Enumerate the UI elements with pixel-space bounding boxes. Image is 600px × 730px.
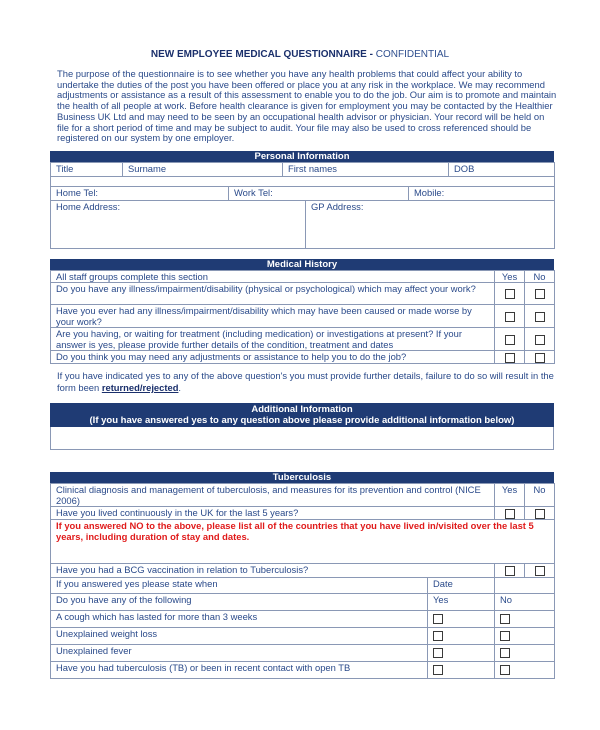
additional-information-section [50,403,554,450]
first-names-field[interactable] [283,163,449,177]
medical-question: Have you ever had any illness/impairment/disability which may have been caused or made worse by your work? [51,305,495,328]
title-main: NEW EMPLOYEE MEDICAL QUESTIONNAIRE - [150,49,376,60]
additional-header-title: Additional Information [251,404,353,415]
personal-information-table [50,162,555,187]
medical-question: Do you think you may need any adjustments or assistance to help you to do the job? [51,351,495,364]
yes-checkbox[interactable] [433,614,443,624]
additional-information-header [50,403,554,427]
dob-label: DOB [454,163,475,174]
symptom-item: Unexplained weight loss [51,627,428,644]
work-tel-field[interactable] [229,186,409,200]
date-label: Date [428,577,495,593]
yes-checkbox[interactable] [505,353,515,363]
yes-checkbox[interactable] [505,509,515,519]
tb-intro: Clinical diagnosis and management of tuberculosis, and measures for its prevention and control (NICE 2006) [51,484,495,507]
bcg-question: Have you had a BCG vaccination in relation to Tuberculosis? [51,563,495,577]
no-checkbox[interactable] [500,614,510,624]
tuberculosis-table [50,483,555,679]
symptom-item: Have you had tuberculosis (TB) or been in recent contact with open TB [51,661,428,678]
gp-address-field[interactable] [306,200,555,248]
yes-checkbox[interactable] [505,566,515,576]
title-label: Title [56,163,74,174]
dob-field[interactable] [449,163,555,177]
bcg-when-question: If you answered yes please state when [51,577,428,593]
home-tel-field[interactable] [51,186,229,200]
symptom-item: A cough which has lasted for more than 3 weeks [51,610,428,627]
medical-question: Are you having, or waiting for treatment (including medication) or investigations at present? If your answer is yes, please provide further details of the condition, treatment and dates [51,328,495,351]
first-names-label: First names [288,163,337,174]
title-confidential: CONFIDENTIAL [375,49,450,60]
further-details-note [57,370,557,393]
countries-visited-field[interactable]: If you answered NO to the above, please list all of the countries that you have lived in/visited over the last 5 years, including duration of stay and dates. [51,519,555,563]
yes-checkbox[interactable] [433,665,443,675]
yes-column-header: Yes [495,271,525,283]
additional-header-subtitle: (If you have answered yes to any question above please provide additional information below) [89,415,515,426]
no-checkbox[interactable] [535,509,545,519]
title-field[interactable] [51,163,123,177]
yes-checkbox[interactable] [433,631,443,641]
medical-history-section [50,259,554,364]
no-column-header: No [525,271,555,283]
mobile-field[interactable] [409,186,555,200]
uk-residence-question: Have you lived continuously in the UK for the last 5 years? [51,507,495,520]
note-end: . [178,381,182,393]
symptoms-question: Do you have any of the following [51,593,428,610]
home-address-field[interactable] [51,200,306,248]
symptoms-no-header: No [495,593,555,610]
home-address-label: Home Address: [56,200,121,212]
contact-table [50,186,555,201]
medical-question: Do you have any illness/impairment/disability (physical or psychological) which may affect your work? [51,283,495,305]
surname-label: Surname [128,163,167,174]
tuberculosis-section [50,472,554,679]
address-table [50,200,555,249]
work-tel-label: Work Tel: [234,186,273,198]
no-checkbox[interactable] [535,335,545,345]
symptom-item: Unexplained fever [51,644,428,661]
no-column-header: No [525,484,555,507]
mobile-label: Mobile: [414,186,445,198]
gp-address-label: GP Address: [311,200,364,212]
no-checkbox[interactable] [500,631,510,641]
document-title [0,49,600,60]
personal-information-header: Personal Information [50,151,554,162]
yes-column-header: Yes [495,484,525,507]
yes-checkbox[interactable] [505,335,515,345]
yes-checkbox[interactable] [505,289,515,299]
note-text: If you have indicated yes to any of the above question's you must provide further details, failure to do so will result in the form been [57,370,554,393]
medical-history-table [50,270,555,364]
symptoms-yes-header: Yes [428,593,495,610]
no-checkbox[interactable] [535,289,545,299]
personal-information-section [50,151,554,249]
bcg-date-field[interactable] [495,577,555,593]
yes-checkbox[interactable] [433,648,443,658]
medical-history-header: Medical History [50,259,554,270]
additional-information-field[interactable] [50,427,554,450]
no-checkbox[interactable] [500,665,510,675]
no-checkbox[interactable] [535,312,545,322]
medical-intro: All staff groups complete this section [51,271,495,283]
no-checkbox[interactable] [500,648,510,658]
no-checkbox[interactable] [535,566,545,576]
no-checkbox[interactable] [535,353,545,363]
intro-paragraph: The purpose of the questionnaire is to see whether you have any health problems that could affect your ability to undertake the duties of the post you have been offered or place you at any risk in the workplace. We may recommend adjustments or assistance as a result of this assessment to enable you to do the job. Our aim is to promote and maintain the health of all people at work. Before health clearance is given for employment you may be contacted by the Healthier Business UK Ltd and may need to be seen by an occupational health advisor or physician. Your record will be held on file for a short period of time and may be subject to audit. Your file may also be used to cross referenced should be registered on our system by one employer. [57,68,557,144]
tuberculosis-header: Tuberculosis [50,472,554,483]
note-emphasis: returned/rejected [101,381,179,393]
home-tel-label: Home Tel: [56,186,99,198]
surname-field[interactable] [123,163,283,177]
yes-checkbox[interactable] [505,312,515,322]
